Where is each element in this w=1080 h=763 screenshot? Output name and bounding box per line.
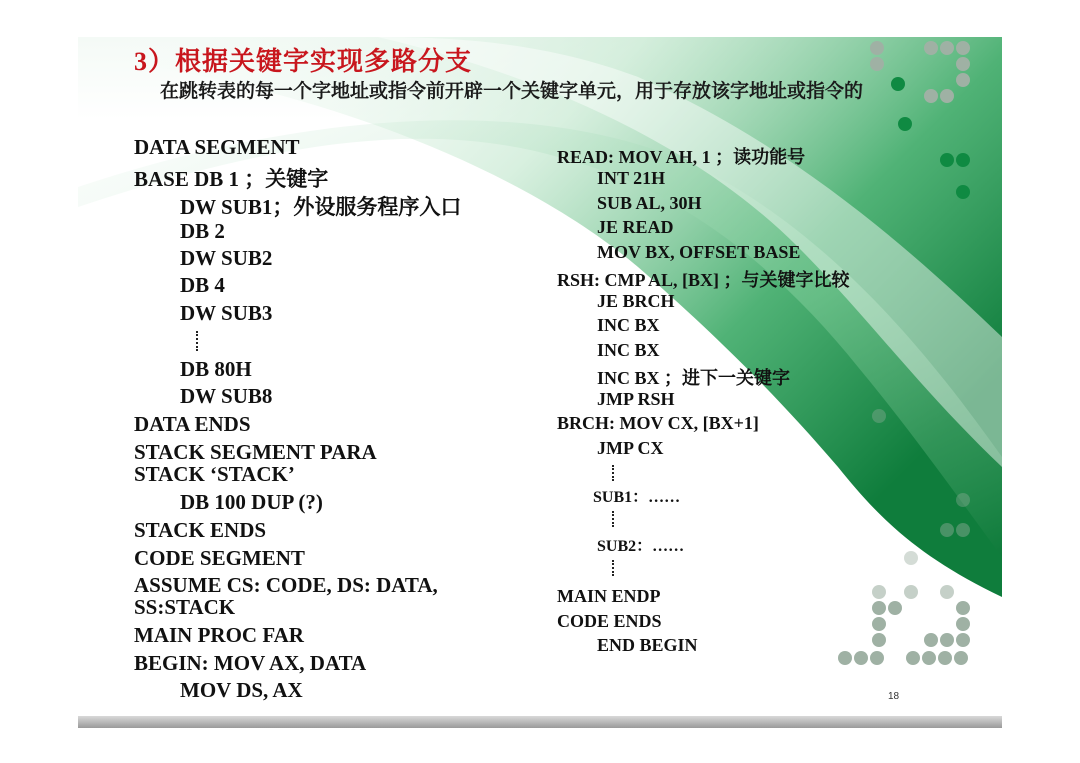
code-line: MAIN PROC FAR	[134, 623, 304, 647]
ellipsis-vertical	[612, 511, 616, 527]
code-line: DATA ENDS	[134, 412, 251, 436]
code-line: BRCH: MOV CX, [BX+1]	[557, 413, 759, 433]
decorative-dot	[924, 41, 938, 55]
code-line: STACK SEGMENT PARA	[134, 440, 377, 464]
code-line: ASSUME CS: CODE, DS: DATA,	[134, 573, 438, 597]
decorative-dot	[872, 617, 886, 631]
code-line: DW SUB2	[180, 246, 273, 270]
code-line: RSH: CMP AL, [BX] ；与关键字比较	[557, 270, 850, 290]
code-line: INC BX	[597, 340, 660, 360]
code-line: BASE DB 1 ；关键字	[134, 167, 329, 191]
decorative-dot	[938, 651, 952, 665]
decorative-dot	[888, 601, 902, 615]
decorative-dot	[872, 633, 886, 647]
code-line: MOV DS, AX	[180, 678, 303, 702]
decorative-dot	[924, 633, 938, 647]
code-line: DW SUB3	[180, 301, 273, 325]
decorative-dot	[956, 493, 970, 507]
ellipsis-vertical	[612, 465, 616, 481]
decorative-dot	[854, 651, 868, 665]
decorative-dot	[940, 41, 954, 55]
decorative-dot	[940, 523, 954, 537]
code-line: SS:STACK	[134, 595, 236, 619]
decorative-dot	[956, 601, 970, 615]
decorative-dot	[956, 41, 970, 55]
code-line: CODE SEGMENT	[134, 546, 305, 570]
intro-text: 在跳转表的每一个字地址或指令前开辟一个关键字单元，用于存放该字地址或指令的	[160, 81, 864, 102]
decorative-dot	[956, 617, 970, 631]
page-number: 18	[888, 691, 900, 702]
code-line: READ: MOV AH, 1 ；读功能号	[557, 147, 806, 167]
decorative-dot	[891, 77, 905, 91]
decorative-dot	[956, 57, 970, 71]
code-line: DB 4	[180, 273, 225, 297]
code-line: SUB2：……	[597, 538, 685, 555]
decorative-dot	[956, 153, 970, 167]
decorative-dot	[872, 585, 886, 599]
decorative-dot	[904, 551, 918, 565]
decorative-dot	[940, 89, 954, 103]
decorative-dot	[924, 89, 938, 103]
decorative-dot	[872, 409, 886, 423]
decorative-dot	[922, 651, 936, 665]
code-line: JE BRCH	[597, 291, 675, 311]
code-line: DATA SEGMENT	[134, 135, 300, 159]
code-line: DW SUB8	[180, 384, 273, 408]
code-line: DB 2	[180, 219, 225, 243]
decorative-dot	[870, 41, 884, 55]
decorative-dot	[956, 523, 970, 537]
code-line: MAIN ENDP	[557, 586, 661, 606]
code-line: INC BX ；进下一关键字	[597, 368, 791, 388]
code-line: JMP RSH	[597, 389, 675, 409]
code-line: STACK ENDS	[134, 518, 267, 542]
decorative-dot	[838, 651, 852, 665]
decorative-dot	[956, 185, 970, 199]
code-line: CODE ENDS	[557, 611, 662, 631]
decorative-dot	[940, 585, 954, 599]
decorative-dot	[940, 153, 954, 167]
decorative-dot	[904, 585, 918, 599]
code-line: MOV BX, OFFSET BASE	[597, 242, 801, 262]
code-line: JMP CX	[597, 438, 664, 458]
code-line: BEGIN: MOV AX, DATA	[134, 651, 367, 675]
code-line: STACK ‘STACK’	[134, 462, 295, 486]
slide	[78, 37, 1002, 728]
decorative-dot	[870, 651, 884, 665]
code-line: SUB AL, 30H	[597, 193, 702, 213]
code-line: DW SUB1；外设服务程序入口	[180, 195, 462, 219]
decorative-dot	[940, 633, 954, 647]
code-line: SUB1：……	[593, 489, 681, 506]
code-line: DB 80H	[180, 357, 252, 381]
decorative-dot	[898, 117, 912, 131]
footer-bar	[78, 716, 1002, 728]
ellipsis-vertical	[612, 560, 616, 576]
slide-title: 3）根据关键字实现多路分支	[134, 47, 473, 76]
decorative-dot	[956, 73, 970, 87]
decorative-dot	[954, 651, 968, 665]
code-line: END BEGIN	[597, 635, 698, 655]
code-line: INT 21H	[597, 168, 666, 188]
code-line: JE READ	[597, 217, 674, 237]
code-line: DB 100 DUP (?)	[180, 490, 323, 514]
decorative-dot	[872, 601, 886, 615]
decorative-dot	[906, 651, 920, 665]
decorative-dot	[870, 57, 884, 71]
ellipsis-vertical	[196, 331, 200, 351]
code-line: INC BX	[597, 315, 660, 335]
decorative-dot	[956, 633, 970, 647]
